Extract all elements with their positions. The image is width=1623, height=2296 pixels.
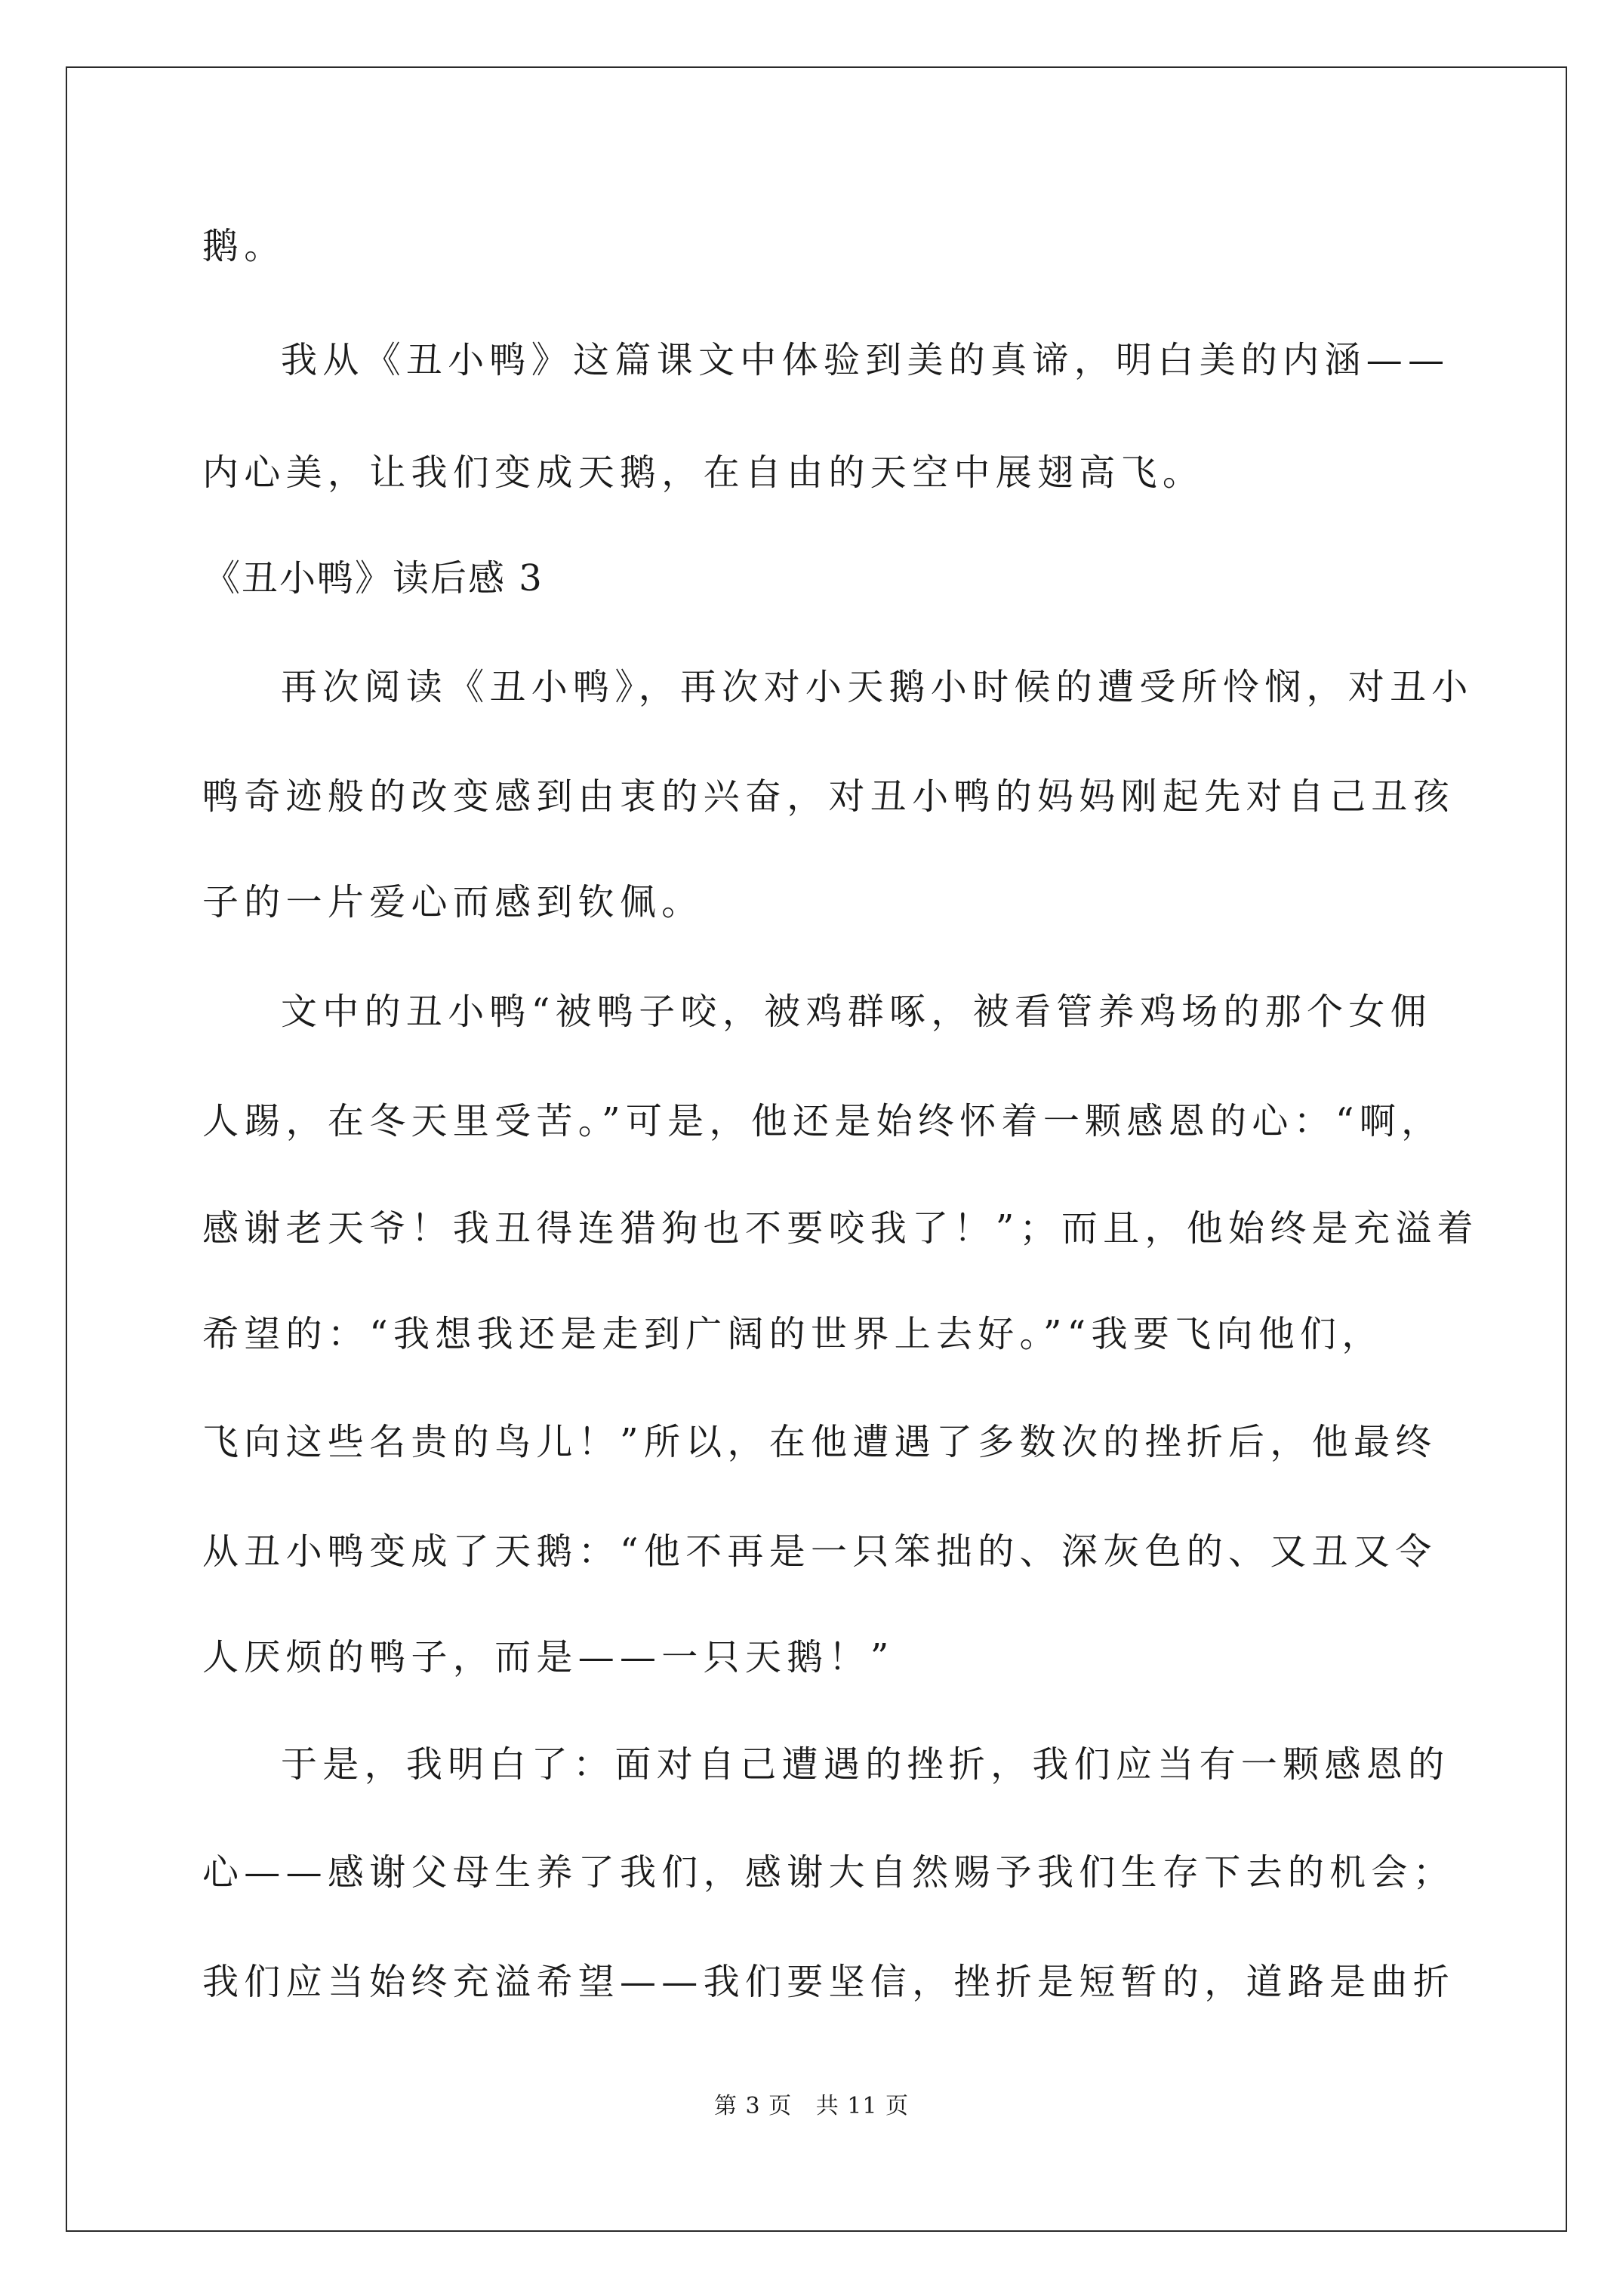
text-line: 鹅。 bbox=[202, 225, 286, 267]
paragraph-line: 我从《丑小鸭》这篇课文中体验到美的真谛，明白美的内涵—— bbox=[281, 339, 1450, 381]
text-line: 人踢，在冬天里受苦。”可是，他还是始终怀着一颗感恩的心：“啊， bbox=[202, 1100, 1443, 1142]
text-line: 感谢老天爷！我丑得连猎狗也不要咬我了！”；而且，他始终是充溢着 bbox=[202, 1207, 1479, 1250]
page-number: 第 3 页 bbox=[713, 2093, 793, 2119]
text-line: 子的一片爱心而感到钦佩。 bbox=[202, 881, 704, 923]
text-line: 希望的：“我想我还是走到广阔的世界上去好。”“我要飞向他们， bbox=[202, 1313, 1384, 1355]
text-line: 人厌烦的鸭子，而是——一只天鹅！” bbox=[202, 1636, 895, 1678]
text-line: 飞向这些名贵的鸟儿！”所以，在他遭遇了多数次的挫折后，他最终 bbox=[202, 1421, 1437, 1463]
page-footer bbox=[0, 2091, 1623, 2122]
text-line: 我们应当始终充溢希望——我们要坚信，挫折是短暂的，道路是曲折 bbox=[202, 1961, 1455, 2003]
footer-separator bbox=[792, 2093, 816, 2119]
text-line: 心——感谢父母生养了我们，感谢大自然赐予我们生存下去的机会； bbox=[202, 1851, 1455, 1894]
text-line: 从丑小鸭变成了天鹅：“他不再是一只笨拙的、深灰色的、又丑又令 bbox=[202, 1530, 1437, 1573]
text-line: 内心美，让我们变成天鹅，在自由的天空中展翅高飞。 bbox=[202, 451, 1205, 494]
section-heading: 《丑小鸭》读后感 3 bbox=[204, 557, 544, 599]
text-line: 鸭奇迹般的改变感到由衷的兴奋，对丑小鸭的妈妈刚起先对自己丑孩 bbox=[202, 775, 1455, 818]
page-total: 共 11 页 bbox=[815, 2093, 910, 2119]
paragraph-line: 于是，我明白了：面对自己遭遇的挫折，我们应当有一颗感恩的 bbox=[281, 1743, 1450, 1786]
paragraph-line: 文中的丑小鸭“被鸭子咬，被鸡群啄，被看管养鸡场的那个女佣 bbox=[281, 991, 1432, 1033]
paragraph-line: 再次阅读《丑小鸭》，再次对小天鹅小时候的遭受所怜悯，对丑小 bbox=[281, 666, 1474, 708]
